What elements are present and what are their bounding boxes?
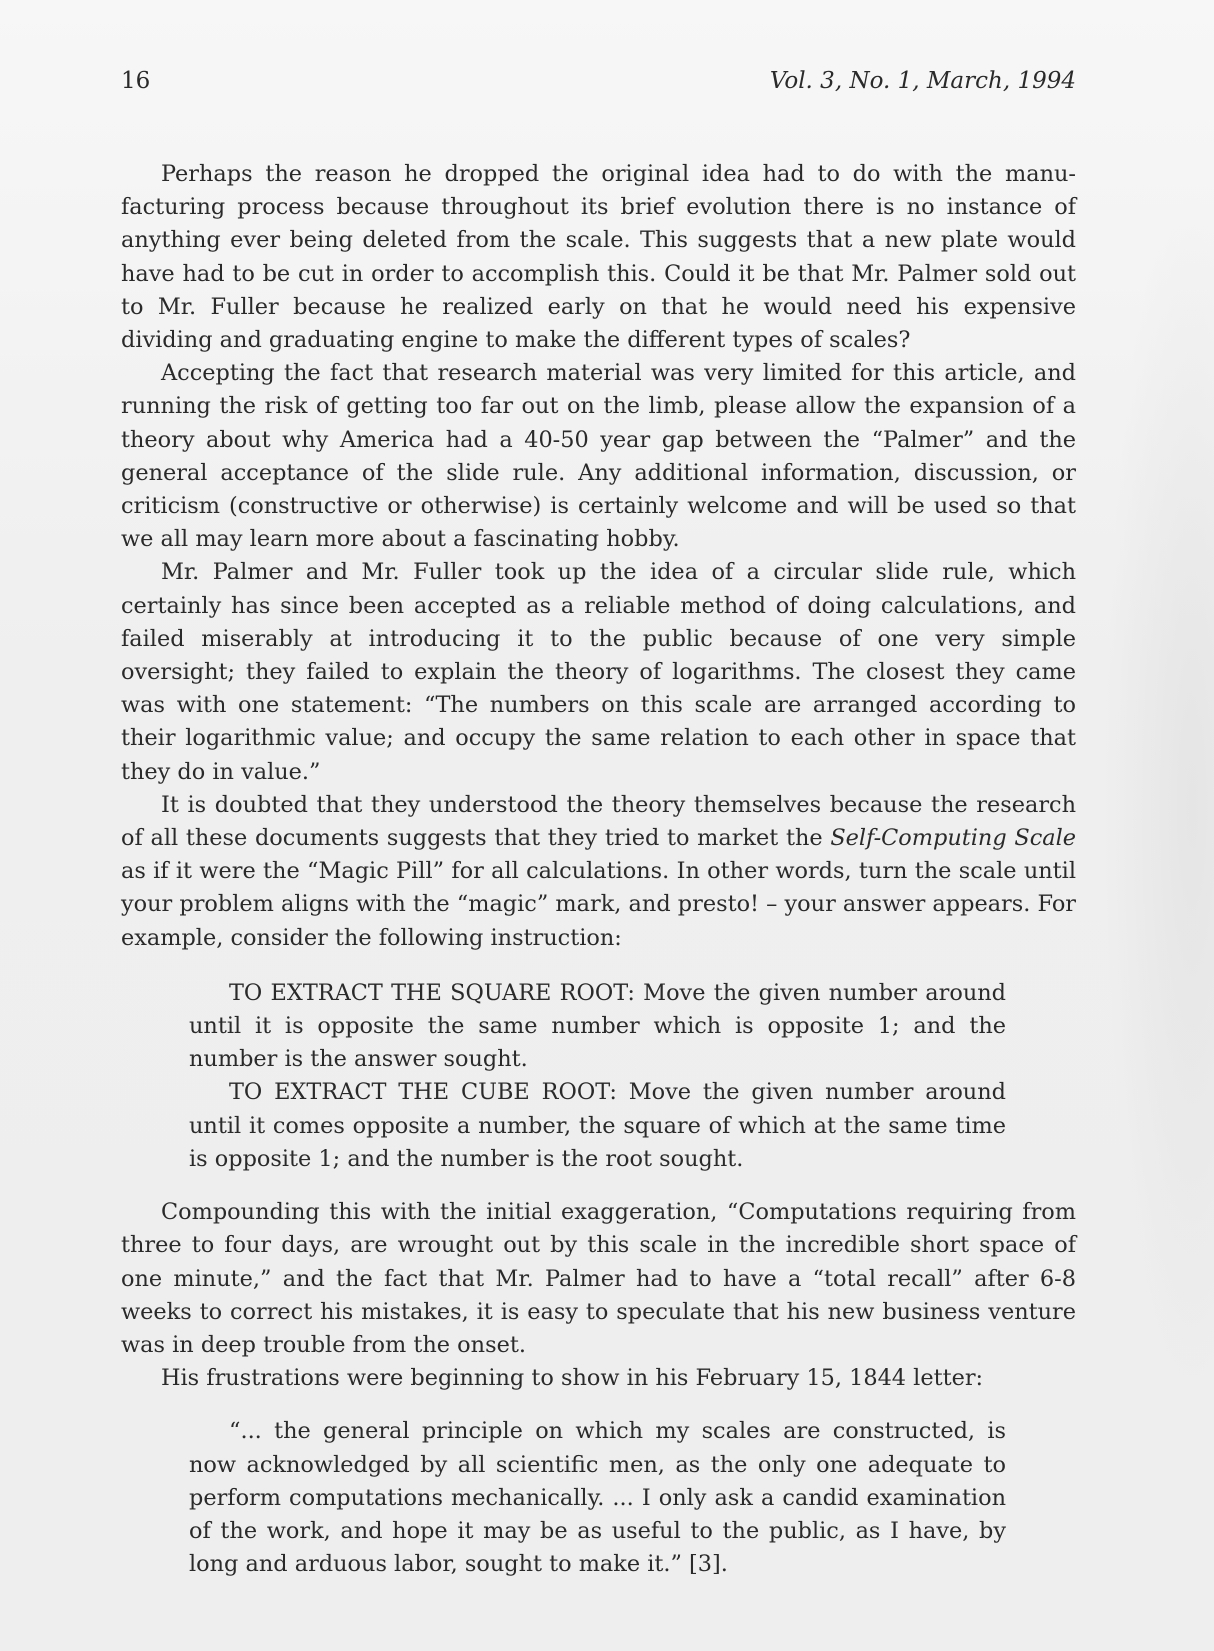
page-number: 16 [121, 68, 151, 94]
paragraph-4-text-b: as if it were the “Magic Pill” for all calculations. In other words, turn the scale until your problem aligns with the “magic” mark, and presto! – your answer appears. For example, consider the following instruction: [121, 858, 1076, 951]
paragraph-6: His frustrations were beginning to show in his February 15, 1844 letter: [161, 1365, 984, 1392]
running-head: Vol. 3, No. 1, March, 1994 [769, 68, 1076, 94]
instruction-quote [189, 977, 1006, 1176]
letter-quote [189, 1415, 1006, 1581]
square-root-instruction: TO EXTRACT THE SQUARE ROOT: Move the given number around until it is opposite the same number which is opposite 1; and the number is the answer sought. [189, 979, 1006, 1073]
paragraph-1: Perhaps the reason he dropped the original idea had to do with the manufacturing process because throughout its brief evolution there is no instance of anything ever being deleted from the scale. This suggests that a new plate would have had to be cut in order to accomplish this. Could it be that Mr. Palmer sold out to Mr. Fuller because he realized early on that he would need his expensive dividing and graduating engine to make the different types of scales? [121, 161, 1076, 354]
paragraph-2: Accepting the fact that research material was very limited for this article, and running the risk of getting too far out on the limb, please allow the expansion of a theory about why America had a 40-50 year gap between the “Palmer” and the general acceptance of the slide rule. Any additional information, discussion, or criticism (constructive or otherwise) is certainly welcome and will be used so that we all may learn more about a fascinating hobby. [121, 360, 1076, 553]
article-body [121, 158, 1076, 1581]
product-name: Self-Computing Scale [830, 825, 1077, 852]
show-through-shadow [1104, 180, 1214, 1430]
page-header [121, 68, 1076, 102]
paragraph-5: Compounding this with the initial exaggeration, “Computations requiring from three to four days, are wrought out by this scale in the incredible short space of one minute,” and the fact that Mr. Palmer had to have a “total recall” after 6-8 weeks to correct his mistakes, it is easy to speculate that his new business venture was in deep trouble from the onset. [121, 1199, 1076, 1358]
paragraph-4-text-a: It is doubted that they understood the theory themselves because the research of all these documents suggests that they tried to market the [121, 791, 1076, 852]
cube-root-instruction: TO EXTRACT THE CUBE ROOT: Move the given number around until it comes opposite a number, the square of which at the same time is opposite 1; and the number is the root sought. [189, 1079, 1006, 1172]
paragraph-4 [121, 789, 1076, 955]
paragraph-3: Mr. Palmer and Mr. Fuller took up the idea of a circular slide rule, which certainly has since been accepted as a reliable method of doing calculations, and failed miserably at introducing it to the public because of one very simple oversight; they failed to explain the theory of logarithms. The closest they came was with one statement: “The numbers on this scale are arranged according to their logarithmic value; and occupy the same relation to each other in space that they do in value.” [121, 559, 1076, 785]
letter-quote-text: “... the general principle on which my scales are constructed, is now acknowledged by all scientific men, as the only one adequate to perform computations mechanically. ... I only ask a candid examination of the work, and hope it may be as useful to the public, as I have, by long and arduous labor, sought to make it.” [3]. [189, 1418, 1006, 1578]
